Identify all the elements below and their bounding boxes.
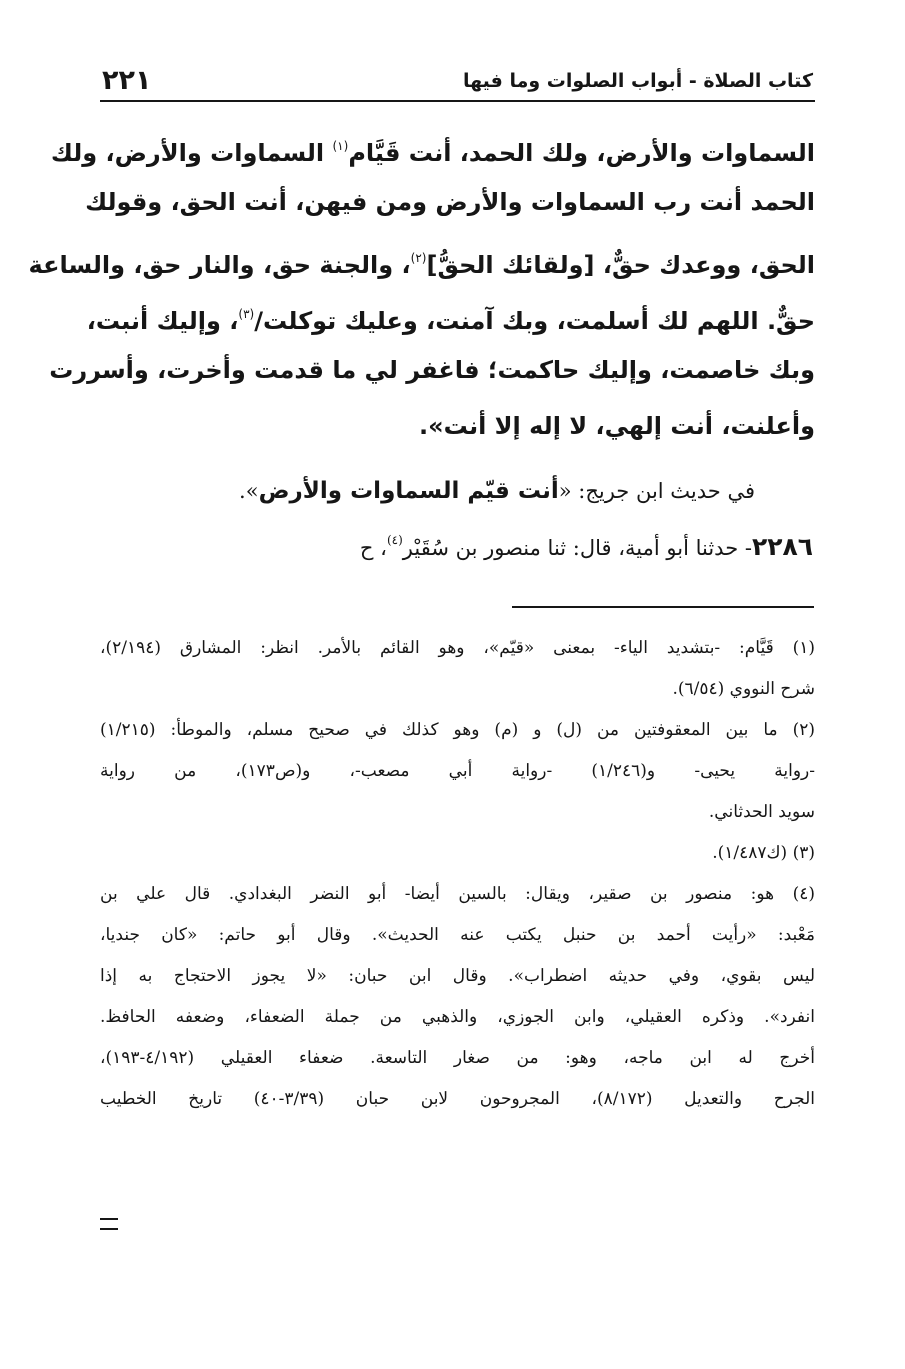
footnote-line: (٣) (ك١/٤٨٧). [712,843,815,863]
footnote-ref: (٢) [410,251,427,265]
footnote-separator [512,606,814,608]
hadith-2286-line: ٢٢٨٦- حدثنا أبو أمية، قال: ثنا منصور بن سُقَيْر$^{(٤)}$، ح [359,532,813,561]
footnote-line: (٢) ما بين المعقوفتين من (ل) و (م) وهو كذلك في صحيح مسلم، والموطأ: (١/٢١٥) [100,720,815,740]
footnote-line: الجرح والتعديل (٨/١٧٢)، المجروحون لابن حبان (٣/٣٩-٤٠) تاريخ الخطيب [100,1089,815,1109]
main-text-line: وأعلنت، أنت إلهي، لا إله إلا أنت». [419,412,815,440]
main-text [28,118,815,454]
main-text-line: وبك خاصمت، وإليك حاكمت؛ فاغفر لي ما قدمت وأخرت، وأسررت [49,356,815,384]
footnote-line: -رواية يحيى- و(١/٢٤٦) -رواية أبي مصعب-، و(ص١٧٣)، من رواية [100,761,815,781]
footnote-ref: (١) [332,139,349,153]
footnote-line: سويد الحدثاني. [708,802,815,822]
main-text-line: الحمد أنت رب السماوات والأرض ومن فيهن، أنت الحق، وقولك [85,188,815,216]
footnote-ref: (٤) [386,533,403,547]
continuation-mark [100,1218,118,1230]
main-text-line: السماوات والأرض، ولك الحمد، أنت قَيَّام$^{(١)}$ السماوات والأرض، ولك [50,139,815,167]
footnote-line: مَعْبد: «رأيت أحمد بن حنبل يكتب عنه الحديث». وقال أبو حاتم: «كان جنديا، [100,925,815,945]
footnote-line: أخرج له ابن ماجه، وهو: من صغار التاسعة. ضعفاء العقيلي (٤/١٩٢-١٩٣)، [100,1048,815,1068]
page-number: ٢٢١ [102,65,152,96]
header-rule [100,100,815,102]
footnote-line: (١) قَيَّام: -بتشديد الياء- بمعنى «قيّم»، وهو القائم بالأمر. انظر: المشارق (٢/١٩٤)، [100,638,815,658]
main-text-line: حقٌّ. اللهم لك أسلمت، وبك آمنت، وعليك توكلت/$^{(٣)}$، وإليك أنبت، [86,307,815,335]
footnotes [100,628,815,1120]
footnote-ref: (٣) [238,307,255,321]
hadith-number: ٢٢٨٦ [751,532,813,561]
running-head [102,58,813,98]
ibn-jurayj-line: في حديث ابن جريج: «أنت قيّم السماوات والأرض». [239,478,755,504]
footnote-line: انفرد». وذكره العقيلي، وابن الجوزي، والذهبي من جملة الضعفاء، وضعفه الحافظ. [100,1007,815,1027]
footnote-line: ليس بقوي، وفي حديثه اضطراب». وقال ابن حبان: «لا يجوز الاحتجاج به إذا [100,966,815,986]
main-text-line: الحق، ووعدك حقٌّ، [ولقائك الحقُّ]$^{(٢)}$، والجنة حق، والنار حق، والساعة [28,251,815,279]
footnote-line: شرح النووي (٦/٥٤). [672,679,815,699]
footnote-line: (٤) هو: منصور بن صقير، ويقال: بالسين أيضا- أبو النضر البغدادي. قال علي بن [100,884,815,904]
running-head-title: كتاب الصلاة - أبواب الصلوات وما فيها [462,70,813,92]
